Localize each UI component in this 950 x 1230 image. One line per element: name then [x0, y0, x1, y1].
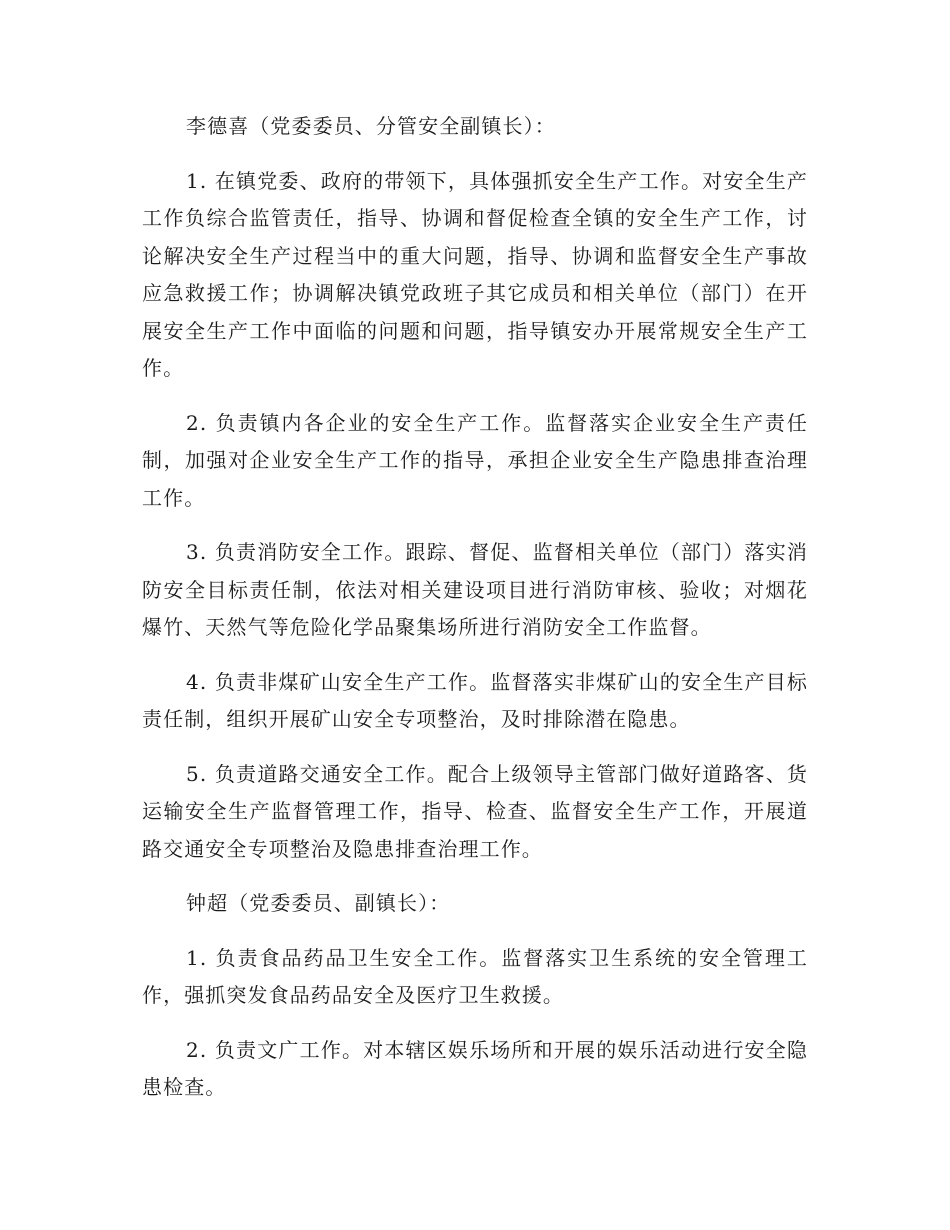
- paragraph-item: 1. 在镇党委、政府的带领下，具体强抓安全生产工作。对安全生产工作负综合监管责任，指导、协调和督促检查全镇的安全生产工作，讨论解决安全生产过程当中的重大问题，指导、协调和监督安全生产事故应急救援工作；协调解决镇党政班子其它成员和相关单位（部门）在开展安全生产工作中面临的问题和问题，指导镇安办开展常规安全生产工作。: [142, 168, 808, 380]
- document-body: [142, 108, 808, 1124]
- section-heading-li-dexi: 李德喜（党委委员、分管安全副镇长）：: [186, 114, 556, 138]
- section-heading-zhong-chao: 钟超（党委委员、副镇长）：: [186, 891, 451, 915]
- paragraph-item: 4. 负责非煤矿山安全生产工作。监督落实非煤矿山的安全生产目标责任制，组织开展矿山安全专项整治，及时排除潜在隐患。: [142, 669, 808, 731]
- paragraph-item: 2. 负责镇内各企业的安全生产工作。监督落实企业安全生产责任制，加强对企业安全生产工作的指导，承担企业安全生产隐患排查治理工作。: [142, 410, 808, 510]
- paragraph-item: 5. 负责道路交通安全工作。配合上级领导主管部门做好道路客、货运输安全生产监督管理工作，指导、检查、监督安全生产工作，开展道路交通安全专项整治及隐患排查治理工作。: [142, 761, 808, 861]
- paragraph-item: 3. 负责消防安全工作。跟踪、督促、监督相关单位（部门）落实消防安全目标责任制，依法对相关建设项目进行消防审核、验收；对烟花爆竹、天然气等危险化学品聚集场所进行消防安全工作监督。: [142, 540, 808, 639]
- paragraph-item: 1. 负责食品药品卫生安全工作。监督落实卫生系统的安全管理工作，强抓突发食品药品安全及医疗卫生救援。: [142, 945, 808, 1007]
- paragraph-item: 2. 负责文广工作。对本辖区娱乐场所和开展的娱乐活动进行安全隐患检查。: [142, 1037, 808, 1099]
